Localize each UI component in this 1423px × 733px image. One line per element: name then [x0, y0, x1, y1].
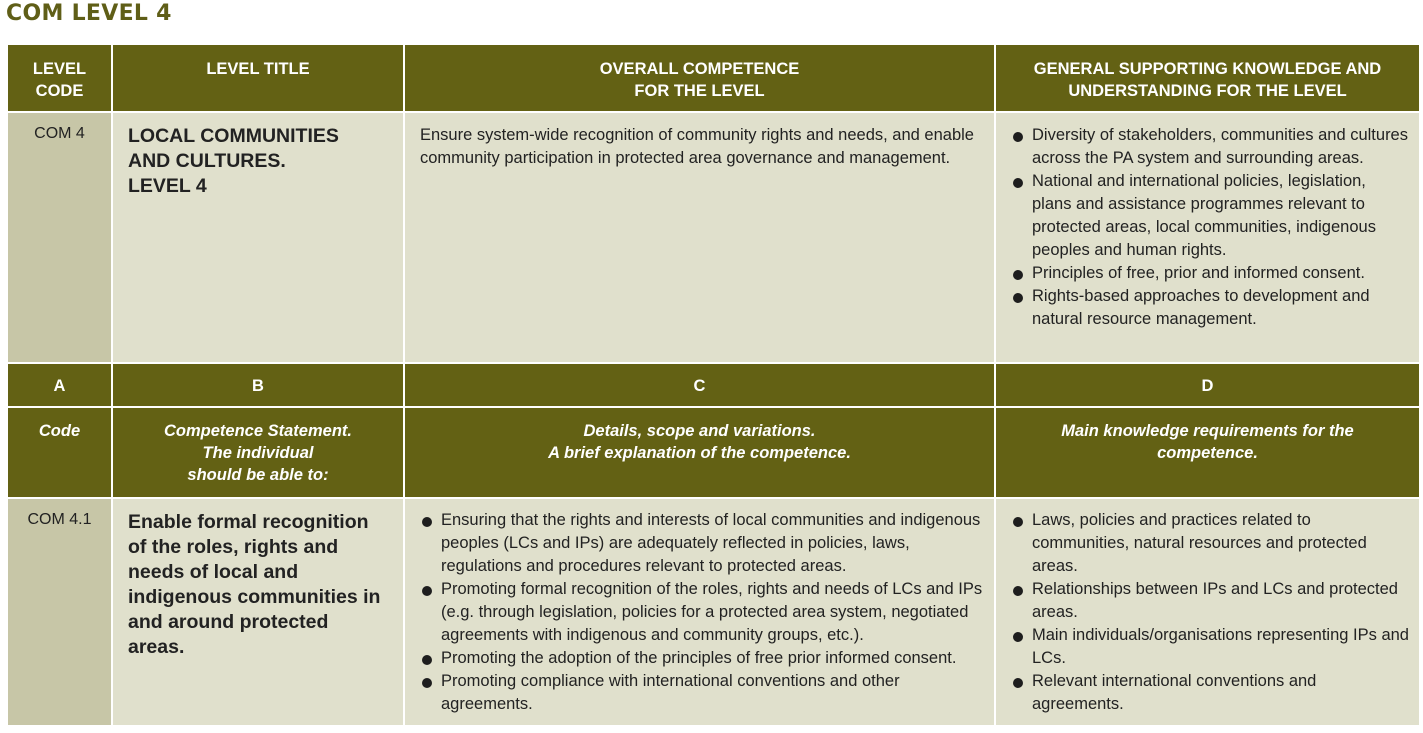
competence-knowledge-cell: [995, 498, 1420, 726]
header-level-code: LEVEL CODE: [7, 44, 112, 112]
level-title-cell: LOCAL COMMUNITIES AND CULTURES. LEVEL 4: [112, 112, 404, 363]
header-level-title: LEVEL TITLE: [112, 44, 404, 112]
list-item: Promoting compliance with international conventions and other agreements.: [419, 670, 984, 716]
list-item: Promoting formal recognition of the roles, rights and needs of LCs and IPs (e.g. through legislation, policies for a protected area system, negotiated agreements with indigenous and community groups, etc.).: [419, 578, 984, 647]
competence-row: [7, 498, 1420, 726]
header-general-knowledge: GENERAL SUPPORTING KNOWLEDGE AND UNDERSTANDING FOR THE LEVEL: [995, 44, 1420, 112]
competence-details-cell: [404, 498, 995, 726]
column-letter-a: A: [7, 363, 112, 407]
column-header-details: Details, scope and variations. A brief explanation of the competence.: [404, 407, 995, 498]
list-item: Principles of free, prior and informed consent.: [1010, 262, 1409, 285]
column-header-knowledge: Main knowledge requirements for the competence.: [995, 407, 1420, 498]
column-letter-d: D: [995, 363, 1420, 407]
competence-statement-cell: Enable formal recognition of the roles, rights and needs of local and indigenous communities in and around protected areas.: [112, 498, 404, 726]
column-letter-row: [7, 363, 1420, 407]
competence-code-cell: COM 4.1: [7, 498, 112, 726]
level-overall-competence-cell: Ensure system-wide recognition of community rights and needs, and enable community participation in protected area governance and management.: [404, 112, 995, 363]
page-title: COM LEVEL 4: [6, 1, 172, 26]
column-header-code: Code: [7, 407, 112, 498]
level-code-cell: COM 4: [7, 112, 112, 363]
competence-table: [6, 43, 1421, 727]
level-row: [7, 112, 1420, 363]
level-knowledge-cell: [995, 112, 1420, 363]
column-header-row: [7, 407, 1420, 498]
list-item: Rights-based approaches to development and natural resource management.: [1010, 285, 1409, 331]
list-item: Relationships between IPs and LCs and protected areas.: [1010, 578, 1409, 624]
competence-details-list: [419, 509, 984, 716]
list-item: Promoting the adoption of the principles of free prior informed consent.: [419, 647, 984, 670]
list-item: National and international policies, legislation, plans and assistance programmes relevant to protected areas, local communities, indigenous peoples and human rights.: [1010, 170, 1409, 262]
column-letter-b: B: [112, 363, 404, 407]
header-overall-competence: OVERALL COMPETENCE FOR THE LEVEL: [404, 44, 995, 112]
list-item: Relevant international conventions and agreements.: [1010, 670, 1409, 716]
column-letter-c: C: [404, 363, 995, 407]
competence-knowledge-list: [1010, 509, 1409, 716]
list-item: Laws, policies and practices related to communities, natural resources and protected areas.: [1010, 509, 1409, 578]
list-item: Ensuring that the rights and interests of local communities and indigenous peoples (LCs and IPs) are adequately reflected in policies, laws, regulations and procedures relevant to protected areas.: [419, 509, 984, 578]
column-header-statement: Competence Statement. The individual should be able to:: [112, 407, 404, 498]
list-item: Diversity of stakeholders, communities and cultures across the PA system and surrounding areas.: [1010, 124, 1409, 170]
level-header-row: [7, 44, 1420, 112]
list-item: Main individuals/organisations representing IPs and LCs.: [1010, 624, 1409, 670]
level-knowledge-list: [1010, 124, 1409, 331]
